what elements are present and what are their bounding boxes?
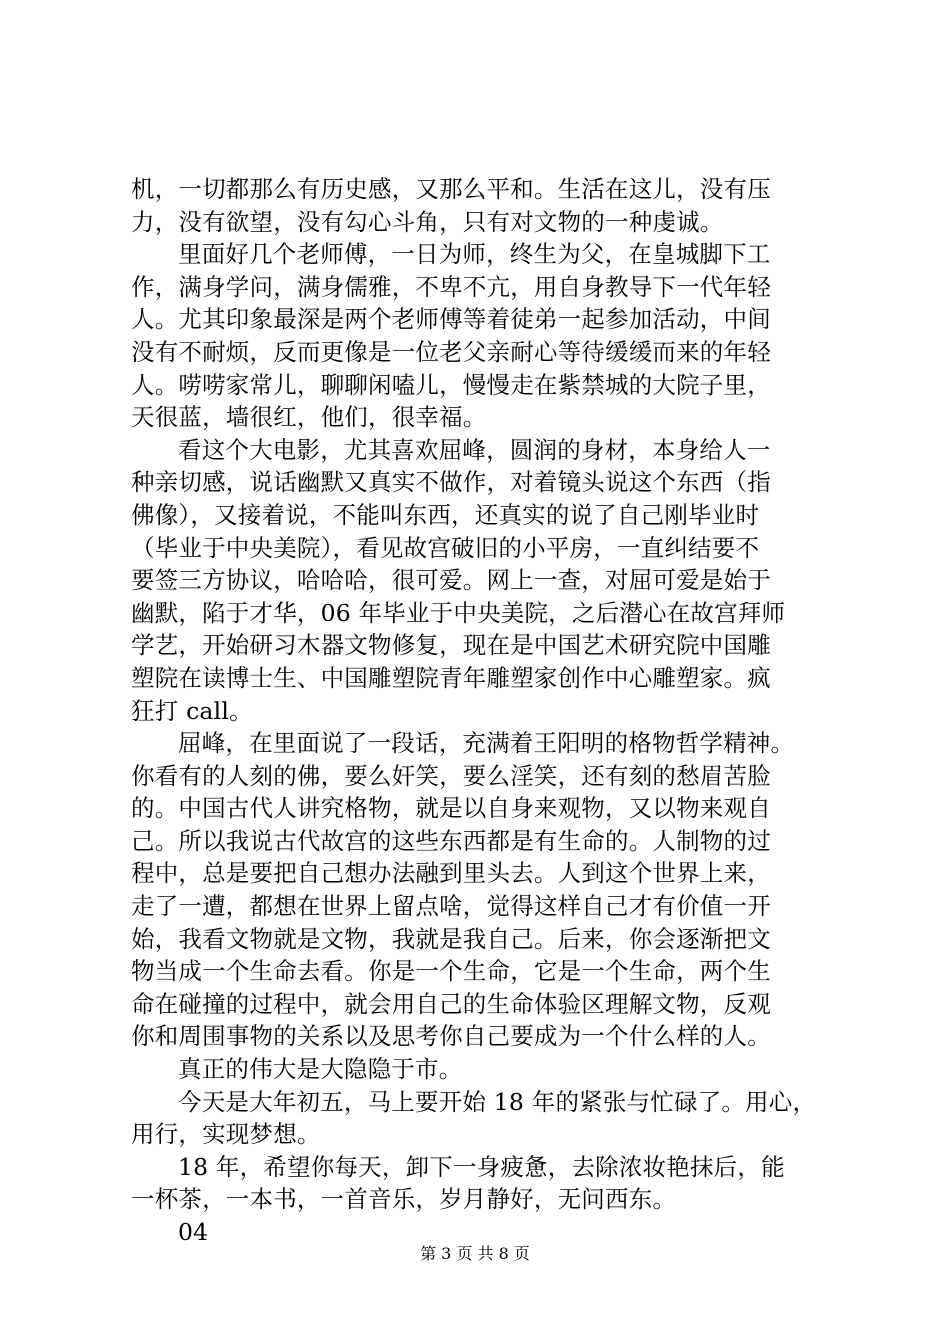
text-line: 种亲切感，说话幽默又真实不做作，对着镜头说这个东西（指 xyxy=(131,468,771,497)
text-line: 真正的伟大是大隐隐于市。 xyxy=(178,1055,463,1084)
text-line: 04 xyxy=(178,1218,209,1246)
text-line: （毕业于中央美院），看见故宫破旧的小平房，一直纠结要不 xyxy=(131,533,760,562)
text-line: 屈峰，在里面说了一段话，充满着王阳明的格物哲学精神。 xyxy=(178,729,795,758)
text-line: 作，满身学问，满身儒雅，不卑不亢，用自身教导下一代年轻 xyxy=(131,272,771,301)
text-line: 佛像），又接着说，不能叫东西，还真实的说了自己刚毕业时 xyxy=(131,500,760,529)
page-number-footer: 第 3 页 共 8 页 xyxy=(420,1244,530,1263)
text-line: 幽默，陷于才华，06 年毕业于中央美院，之后潜心在故宫拜师 xyxy=(131,598,786,627)
document-body xyxy=(131,173,831,1249)
text-line: 人。唠唠家常儿，聊聊闲嗑儿，慢慢走在紫禁城的大院子里， xyxy=(131,370,771,399)
text-line: 的。中国古代人讲究格物，就是以自身来观物，又以物来观自 xyxy=(131,794,771,823)
text-line: 用行，实现梦想。 xyxy=(131,1120,321,1149)
text-line: 己。所以我说古代故宫的这些东西都是有生命的。人制物的过 xyxy=(131,826,771,855)
text-line: 没有不耐烦，反而更像是一位老父亲耐心等待缓缓而来的年轻 xyxy=(131,337,771,366)
text-line: 物当成一个生命去看。你是一个生命，它是一个生命，两个生 xyxy=(131,957,771,986)
text-line: 看这个大电影，尤其喜欢屈峰，圆润的身材，本身给人一 xyxy=(178,435,771,464)
text-line: 狂打 call。 xyxy=(131,696,253,725)
text-line: 天很蓝，墙很红，他们，很幸福。 xyxy=(131,403,487,432)
text-line: 人。尤其印象最深是两个老师傅等着徒弟一起参加活动，中间 xyxy=(131,305,771,334)
text-line: 命在碰撞的过程中，就会用自己的生命体验区理解文物，反观 xyxy=(131,989,771,1018)
text-line: 程中，总是要把自己想办法融到里头去。人到这个世界上来， xyxy=(131,859,771,888)
text-line: 走了一遭，都想在世界上留点啥，觉得这样自己才有价值一开 xyxy=(131,892,771,921)
text-line: 一杯茶，一本书，一首音乐，岁月静好，无问西东。 xyxy=(131,1185,677,1214)
text-line: 今天是大年初五，马上要开始 18 年的紧张与忙碌了。用心， xyxy=(178,1087,817,1116)
text-line: 学艺，开始研习木器文物修复，现在是中国艺术研究院中国雕 xyxy=(131,631,771,660)
text-line: 18 年，希望你每天，卸下一身疲惫，去除浓妆艳抹后，能 xyxy=(178,1152,785,1181)
text-line: 要签三方协议，哈哈哈，很可爱。网上一查，对屈可爱是始于 xyxy=(131,566,771,595)
text-line: 始，我看文物就是文物，我就是我自己。后来，你会逐渐把文 xyxy=(131,924,771,953)
text-line: 你和周围事物的关系以及思考你自己要成为一个什么样的人。 xyxy=(131,1022,771,1051)
text-line: 你看有的人刻的佛，要么奸笑，要么淫笑，还有刻的愁眉苦脸 xyxy=(131,761,771,790)
text-line: 力，没有欲望，没有勾心斗角，只有对文物的一种虔诚。 xyxy=(131,207,724,236)
text-line: 机，一切都那么有历史感，又那么平和。生活在这儿，没有压 xyxy=(131,175,771,203)
text-line: 里面好几个老师傅，一日为师，终生为父，在皇城脚下工 xyxy=(178,240,771,269)
text-line: 塑院在读博士生、中国雕塑院青年雕塑家创作中心雕塑家。疯 xyxy=(131,663,771,692)
